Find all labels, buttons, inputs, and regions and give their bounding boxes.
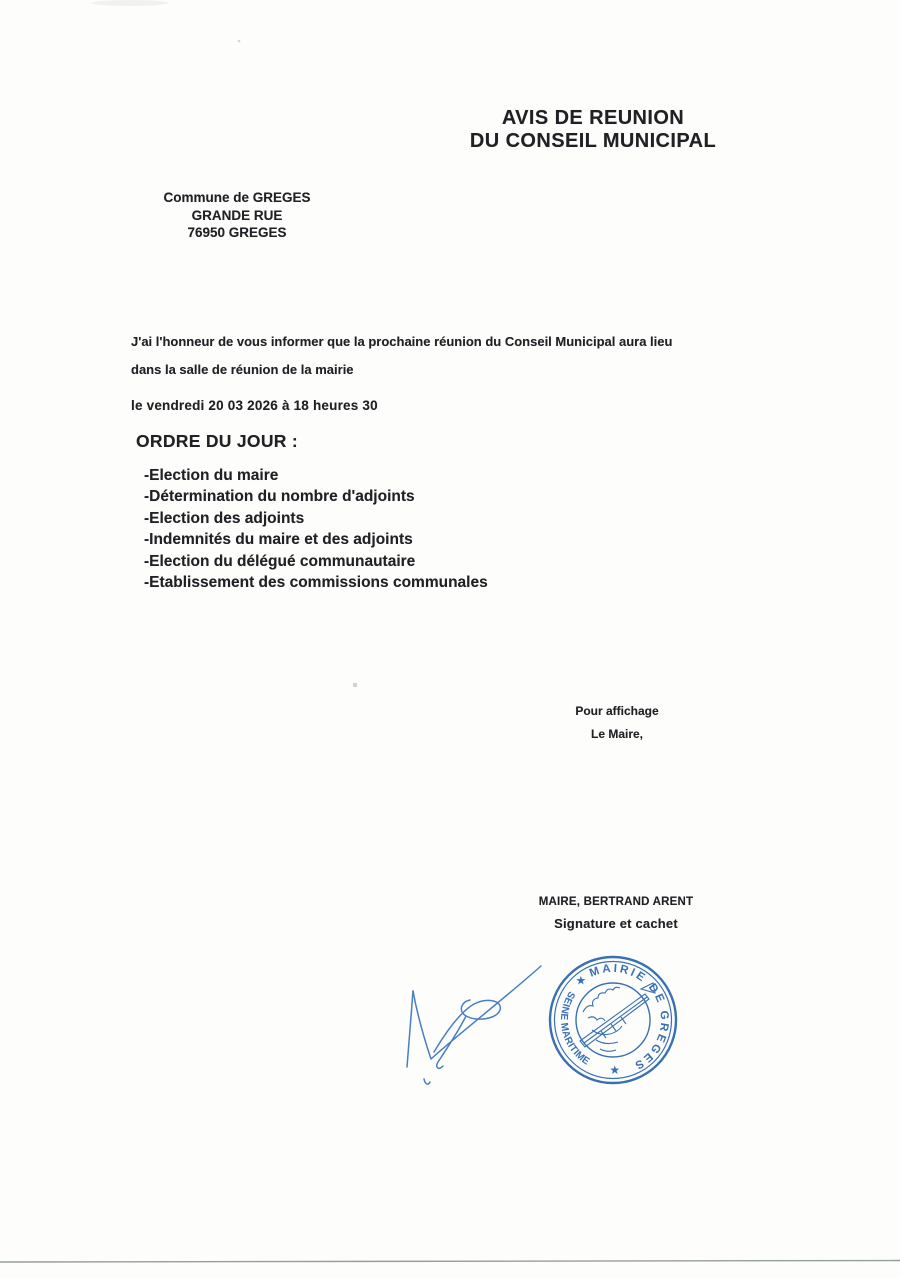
municipal-stamp [550,957,676,1083]
agenda-item: -Election du maire [144,467,279,484]
closing-block [542,700,692,745]
intro-paragraph [131,328,691,384]
scan-speck [353,683,357,687]
stamp-emblem [580,983,655,1051]
agenda-item: -Election du délégué communautaire [144,552,416,570]
stamp-middle-ring [555,962,672,1079]
title-line-2: DU CONSEIL MUNICIPAL [469,130,717,152]
title-line-1: AVIS DE REUNION [501,107,685,129]
stamp-inner-ring [576,983,650,1057]
signature-caption: Signature et cachet [554,916,678,931]
meeting-date-line: le vendredi 20 03 2026 à 18 heures 30 [131,398,378,413]
agenda-item: -Etablissement des commissions communales [144,574,488,592]
stamp-star-top-left: ★ [575,973,587,988]
agenda-list [144,465,488,593]
agenda-heading: ORDRE DU JOUR : [136,431,299,451]
intro-line-2: dans la salle de réunion de la mairie [131,362,354,377]
for-display-line: Pour affichage [575,704,659,718]
sender-postal-city: 76950 GREGES [187,225,287,240]
document-title [368,107,818,153]
scan-speck [238,40,241,43]
sender-address-block [137,189,337,242]
sender-street: GRANDE RUE [191,207,283,223]
scan-smudge [92,0,168,6]
mayor-name-line: MAIRE, BERTRAND ARENT [538,896,694,908]
agenda-item: -Indemnités du maire et des adjoints [144,531,413,549]
agenda-item: -Détermination du nombre d'adjoints [144,488,415,506]
stamp-text-left: SEINE MARITIME [557,989,592,1068]
stamp-text-top: MAIRIE DE GREGES [587,962,671,1073]
handwritten-signature [407,966,541,1084]
sender-commune: Commune de GREGES [163,190,311,205]
stamp-star-bottom: ★ [609,1063,621,1077]
intro-line-1: J'ai l'honneur de vous informer que la prochaine réunion du Conseil Municipal aura lieu [131,334,673,349]
stamp-ring-text [558,963,670,1077]
signatory-line: Le Maire, [590,726,644,741]
agenda-item: -Election des adjoints [144,509,305,527]
stamp-outer-ring [550,957,676,1083]
scan-edge-line [0,1261,900,1263]
